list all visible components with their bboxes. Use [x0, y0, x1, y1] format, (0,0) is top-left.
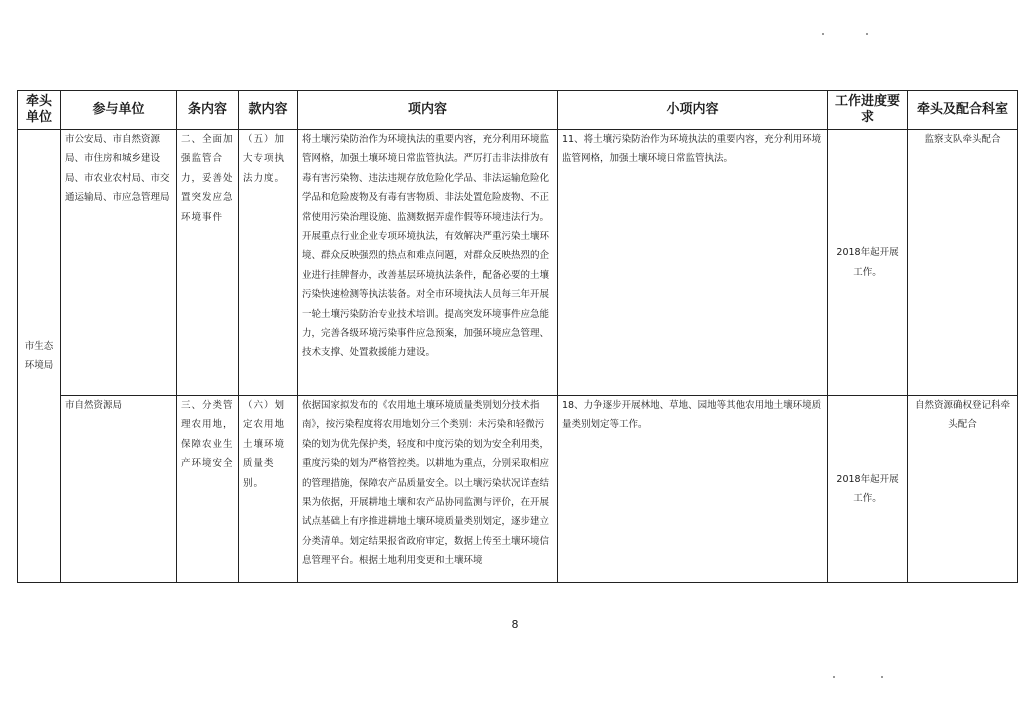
article-cell: 三、分类管理农用地，保障农业生产环境安全	[177, 396, 239, 583]
task-table	[17, 90, 1018, 583]
clause-cell: （五）加大专项执法力度。	[239, 130, 298, 396]
scan-speck	[833, 676, 835, 678]
header-item: 项内容	[298, 91, 558, 130]
sub-item-cell: 18、力争逐步开展林地、草地、园地等其他农用地土壤环境质量类别划定等工作。	[558, 396, 828, 583]
table-row	[18, 396, 1018, 583]
clause-cell: （六）划定农用地土壤环境质量类别。	[239, 396, 298, 583]
participants-cell: 市自然资源局	[61, 396, 177, 583]
header-progress: 工作进度要求	[828, 91, 908, 130]
item-cell: 将土壤污染防治作为环境执法的重要内容，充分利用环境监管网格，加强土壤环境日常监管执法。严厉打击非法排放有毒有害污染物、违法违规存放危险化学品、非法运输危险化学品和危险废物及有毒有害物质、非法处置危险废物、不正常使用污染治理设施、监测数据弄虚作假等环境违法行为。开展重点行业企业专项环境执法，有效解决严重污染土壤环境、群众反映强烈的热点和难点问题，对群众反映热烈的企业进行挂牌督办，改善基层环境执法条件，配备必要的土壤污染快速检测等执法装备。对全市环境执法人员每三年开展一轮土壤污染防治专业技术培训。提高突发环境事件应急能力，完善各级环境污染事件应急预案，加强环境应急管理、技术支撑、处置救援能力建设。	[298, 130, 558, 396]
sub-item-cell: 11、将土壤污染防治作为环境执法的重要内容，充分利用环境监管网格，加强土壤环境日常监管执法。	[558, 130, 828, 396]
scan-speck	[866, 33, 868, 35]
header-article: 条内容	[177, 91, 239, 130]
header-row	[18, 91, 1018, 130]
header-clause: 款内容	[239, 91, 298, 130]
item-cell: 依据国家拟发布的《农用地土壤环境质量类别划分技术指南》，按污染程度将农用地划分三个类别：未污染和轻微污染的划为优先保护类，轻度和中度污染的划为安全利用类，重度污染的划为严格管控类。以耕地为重点，分别采取相应的管理措施，保障农产品质量安全。以土壤污染状况详查结果为依据，开展耕地土壤和农产品协同监测与评价，在开展试点基础上有序推进耕地土壤环境质量类别划定，逐步建立分类清单。划定结果报省政府审定，数据上传至土壤环境信息管理平台。根据土地利用变更和土壤环境	[298, 396, 558, 583]
table-row	[18, 130, 1018, 396]
article-cell: 二、全面加强监管合力，妥善处置突发应急环境事件	[177, 130, 239, 396]
scan-speck	[881, 676, 883, 678]
office-cell: 监察支队牵头配合	[908, 130, 1018, 396]
scan-speck	[822, 33, 824, 35]
header-sub-item: 小项内容	[558, 91, 828, 130]
page-number: 8	[511, 618, 519, 631]
office-cell: 自然资源确权登记科牵头配合	[908, 396, 1018, 583]
header-office: 牵头及配合科室	[908, 91, 1018, 130]
header-participants: 参与单位	[61, 91, 177, 130]
progress-cell: 2018年起开展工作。	[828, 396, 908, 583]
header-lead-unit: 牵头单位	[18, 91, 61, 130]
lead-unit-cell: 市生态环境局	[18, 130, 61, 583]
participants-cell: 市公安局、市自然资源局、市住房和城乡建设局、市农业农村局、市交通运输局、市应急管理局	[61, 130, 177, 396]
progress-cell: 2018年起开展工作。	[828, 130, 908, 396]
